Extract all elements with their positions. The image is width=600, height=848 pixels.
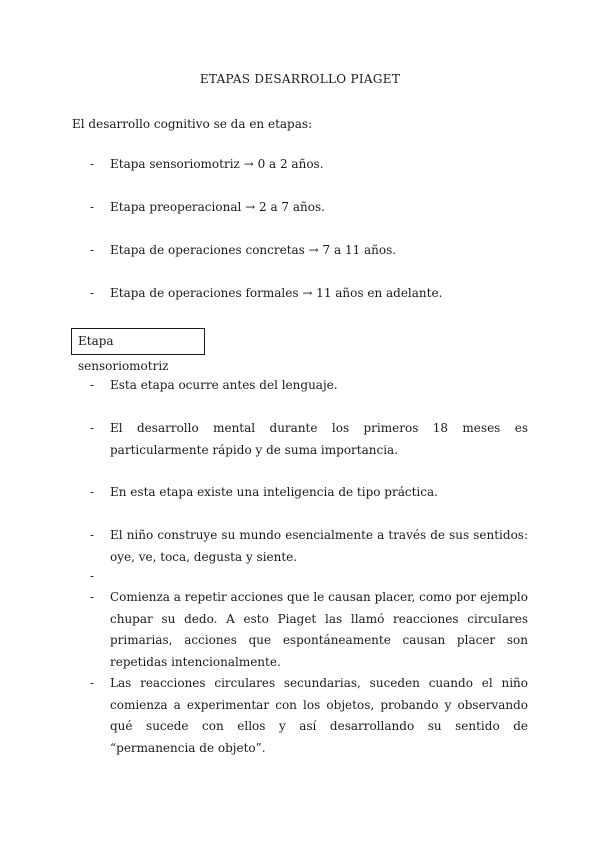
- stage-text: Etapa sensoriomotriz → 0 a 2 años.: [110, 157, 324, 171]
- stage-text: Etapa de operaciones concretas → 7 a 11 años.: [110, 243, 397, 257]
- list-dash: -: [90, 200, 95, 214]
- list-dash: -: [90, 378, 95, 392]
- page-title: ETAPAS DESARROLLO PIAGET: [199, 72, 401, 86]
- list-dash: -: [90, 590, 95, 604]
- list-dash: -: [90, 676, 95, 690]
- list-item: [72, 375, 528, 397]
- bullet-text: Comienza a repetir acciones que le causan placer, como por ejemplo chupar su dedo. A esto Piaget las llamó reacciones circulares primarias, acciones que espontáneamente causan placer son repetidas intencionalmente.: [110, 590, 528, 669]
- list-item: [72, 197, 528, 219]
- stage-text: Etapa preoperacional → 2 a 7 años.: [110, 200, 325, 214]
- list-item: [72, 240, 528, 262]
- bullet-text: En esta etapa existe una inteligencia de tipo práctica.: [110, 485, 438, 499]
- stage-text: Etapa de operaciones formales → 11 años en adelante.: [110, 286, 443, 300]
- bullet-text: El desarrollo mental durante los primeros 18 meses es particularmente rápido y de suma importancia.: [110, 421, 528, 457]
- section-heading-box: Etapa sensoriomotriz: [71, 328, 205, 355]
- list-dash: -: [90, 421, 95, 435]
- list-dash: -: [90, 243, 95, 257]
- list-item: [72, 587, 528, 673]
- list-dash: -: [90, 569, 95, 583]
- list-dash: -: [90, 485, 95, 499]
- list-item: [72, 418, 528, 461]
- intro-paragraph: El desarrollo cognitivo se da en etapas:: [72, 117, 313, 131]
- list-dash: -: [90, 286, 95, 300]
- list-dash: -: [90, 157, 95, 171]
- list-item: [72, 154, 528, 176]
- list-item: [72, 482, 528, 504]
- bullet-text: El niño construye su mundo esencialmente a través de sus sentidos: oye, ve, toca, degusta y siente.: [110, 528, 528, 564]
- list-item: [72, 283, 528, 305]
- list-item: [72, 525, 528, 568]
- list-item: [72, 673, 528, 759]
- bullet-text: Esta etapa ocurre antes del lenguaje.: [110, 378, 338, 392]
- bullet-text: Las reacciones circulares secundarias, suceden cuando el niño comienza a experimentar con los objetos, probando y observando qué sucede con ellos y así desarrollando su sentido de “permanencia de objeto”.: [110, 676, 528, 755]
- list-dash: -: [90, 528, 95, 542]
